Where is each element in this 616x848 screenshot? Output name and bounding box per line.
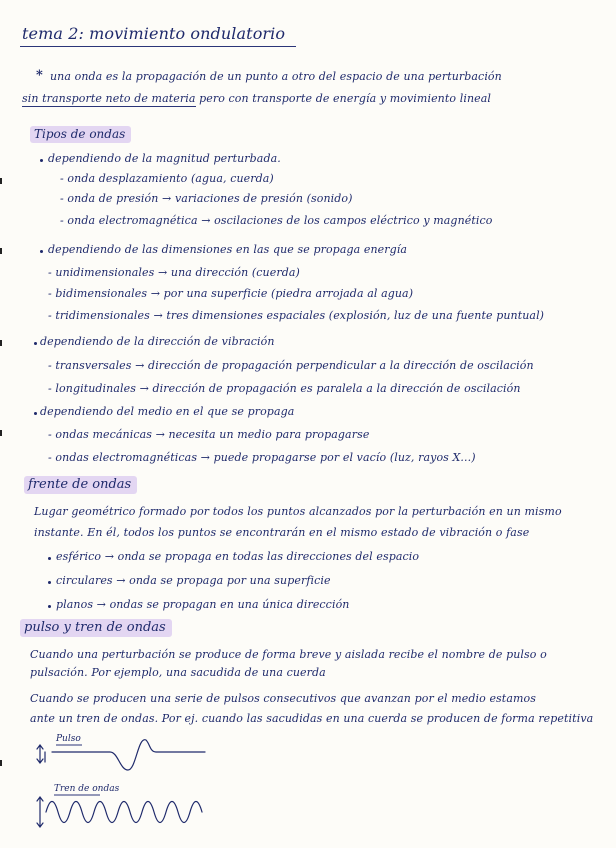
wave-train (46, 802, 202, 823)
group-1-item: - onda de presión → variaciones de presión (sonido) (60, 192, 353, 205)
pulso-text-2: pulsación. Por ejemplo, una sacudida de una cuerda (30, 666, 326, 679)
pulso-figure-label: Pulso (56, 734, 81, 744)
group-1-item: - onda desplazamiento (agua, cuerda) (60, 172, 274, 185)
pulso-text-1: Cuando una perturbación se produce de forma breve y aislada recibe el nombre de pulso o (30, 648, 547, 661)
group-3-item: - longitudinales → dirección de propagación es paralela a la dirección de oscilación (48, 382, 521, 395)
frente-item: planos → ondas se propagan en una única dirección (56, 598, 350, 611)
tren-text-2: ante un tren de ondas. Por ej. cuando las sacudidas en una cuerda se producen de forma repetitiva (30, 712, 594, 725)
group-1-title: dependiendo de la magnitud perturbada. (48, 152, 281, 165)
definition-line-1: una onda es la propagación de un punto a otro del espacio de una perturbación (50, 70, 502, 83)
section-heading-pulso: pulso y tren de ondas (20, 619, 172, 637)
tren-figure-label: Tren de ondas (54, 784, 120, 794)
group-1-item: - onda electromagnética → oscilaciones de los campos eléctrico y magnético (60, 214, 493, 227)
group-2-item: - bidimensionales → por una superficie (piedra arrojada al agua) (48, 287, 414, 300)
pulse-wave (52, 740, 205, 770)
definition-underlined: sin transporte neto de materia (22, 92, 196, 105)
train-axis-arrow-icon (37, 797, 43, 827)
frente-text-1: Lugar geométrico formado por todos los puntos alcanzados por la perturbación en un mismo (34, 505, 562, 518)
star-mark: * (36, 68, 43, 83)
frente-text-2: instante. En él, todos los puntos se encontrarán en el mismo estado de vibración o fase (34, 526, 530, 539)
tren-text-1: Cuando se producen una serie de pulsos consecutivos que avanzan por el medio estamos (30, 692, 536, 705)
group-3-item: - transversales → dirección de propagación perpendicular a la dirección de oscilación (48, 359, 534, 372)
group-4-item: - ondas mecánicas → necesita un medio para propagarse (48, 428, 370, 441)
group-3-title: dependiendo de la dirección de vibración (40, 335, 275, 348)
group-2-title: dependiendo de las dimensiones en las que se propaga energía (48, 243, 408, 256)
group-2-item: - unidimensionales → una dirección (cuerda) (48, 266, 300, 279)
section-heading-tipos: Tipos de ondas (30, 126, 131, 143)
page-title: tema 2: movimiento ondulatorio (22, 24, 286, 43)
group-2-item: - tridimensionales → tres dimensiones espaciales (explosión, luz de una fuente puntual) (48, 309, 545, 322)
pulse-axis-arrow-icon (37, 745, 43, 763)
frente-item: esférico → onda se propaga en todas las direcciones del espacio (56, 550, 420, 563)
group-4-title: dependiendo del medio en el que se propaga (40, 405, 295, 418)
definition-rest: pero con transporte de energía y movimiento lineal (195, 92, 492, 105)
frente-item: circulares → onda se propaga por una superficie (56, 574, 331, 587)
group-4-item: - ondas electromagnéticas → puede propagarse por el vacío (luz, rayos X...) (48, 451, 476, 464)
section-heading-frente: frente de ondas (24, 476, 137, 494)
